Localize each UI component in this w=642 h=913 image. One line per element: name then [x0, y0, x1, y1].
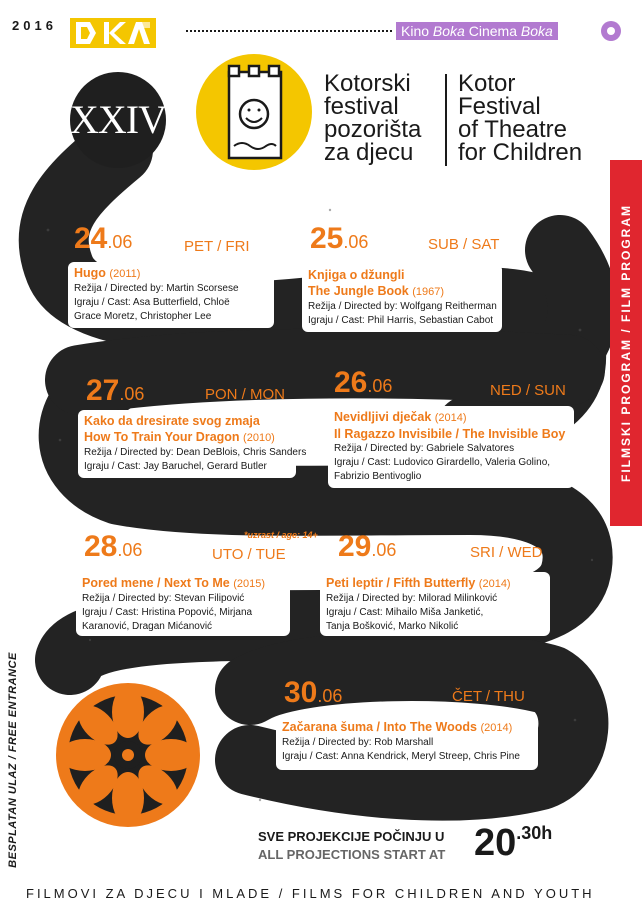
- date-day: 24: [74, 222, 108, 255]
- film-year: (2014): [478, 578, 511, 590]
- film-director: Režija / Directed by: Milorad Milinković: [326, 593, 498, 604]
- film-date: [334, 366, 392, 400]
- festival-year: 2016: [12, 18, 57, 33]
- film-cast: Fabrizio Bentivoglio: [334, 471, 422, 482]
- date-day: 27: [86, 374, 120, 407]
- kino-prefix: Kino: [401, 23, 433, 39]
- film-title-en: Il Ragazzo Invisibile / The Invisible Boy: [334, 427, 566, 441]
- film-title: Hugo: [74, 266, 106, 280]
- free-entrance-text: BESPLATAN ULAZ / FREE ENTRANCE: [7, 652, 19, 868]
- film-weekday: PON / MON: [205, 386, 286, 403]
- film-weekday: NED / SUN: [490, 382, 566, 399]
- film-weekday: SRI / WED: [470, 544, 543, 561]
- date-day: 28: [84, 530, 118, 563]
- film-date: [310, 222, 368, 256]
- festival-title-local-line: pozorišta: [324, 116, 422, 143]
- festival-title-en-line: for Children: [458, 139, 583, 166]
- projection-time-hour: 20: [474, 822, 517, 864]
- date-month: .06: [371, 540, 397, 560]
- film-date: [74, 222, 132, 256]
- film-director: Režija / Directed by: Rob Marshall: [282, 737, 434, 748]
- film-director: Režija / Directed by: Gabriele Salvatores: [334, 443, 515, 454]
- film-card[interactable]: [320, 572, 550, 636]
- projection-time-minute: .30h: [516, 823, 553, 843]
- film-cast: Igraju / Cast: Phil Harris, Sebastian Cabot: [308, 315, 494, 326]
- film-date: [86, 374, 144, 408]
- film-title-en: The Jungle Book: [308, 284, 409, 298]
- film-title: Nevidljivi dječak: [334, 410, 432, 424]
- date-month: .06: [317, 686, 343, 706]
- film-cast: Karanović, Dragan Mićanović: [82, 621, 213, 632]
- film-year: (2014): [434, 412, 467, 424]
- film-card[interactable]: [68, 262, 274, 328]
- film-cast: Igraju / Cast: Jay Baruchel, Gerard Butler: [84, 461, 267, 472]
- festival-title-en-line: of Theatre: [458, 116, 567, 143]
- film-director: Režija / Directed by: Martin Scorsese: [74, 283, 239, 294]
- film-weekday: UTO / TUE: [212, 546, 286, 563]
- film-cast: Igraju / Cast: Mihailo Miša Janketić,: [326, 607, 484, 618]
- projection-start-local: SVE PROJEKCIJE POČINJU U: [258, 829, 445, 844]
- film-card[interactable]: [276, 716, 538, 770]
- festival-title-local-line: za djecu: [324, 139, 414, 166]
- date-month: .06: [119, 384, 145, 404]
- festival-title-local-line: festival: [324, 93, 399, 120]
- film-title: Pored mene / Next To Me: [82, 576, 230, 590]
- film-year: (2015): [233, 578, 265, 590]
- date-month: .06: [343, 232, 369, 252]
- festival-title-en-line: Festival: [458, 93, 541, 120]
- film-year: (1967): [412, 286, 444, 298]
- film-date: [84, 530, 142, 564]
- film-year: (2010): [243, 432, 275, 444]
- film-title-en: How To Train Your Dragon: [84, 430, 240, 444]
- film-cast: Igraju / Cast: Anna Kendrick, Meryl Streep, Chris Pine: [282, 751, 520, 762]
- film-date: [284, 676, 342, 710]
- film-weekday: ČET / THU: [452, 688, 525, 705]
- film-cast: Igraju / Cast: Ludovico Girardello, Valeria Golino,: [334, 457, 551, 468]
- film-cast: Igraju / Cast: Asa Butterfield, Chloë: [74, 297, 230, 308]
- date-day: 30: [284, 676, 318, 709]
- film-year: (2011): [109, 268, 141, 280]
- date-month: .06: [107, 232, 133, 252]
- film-title: Začarana šuma / Into The Woods: [282, 720, 477, 734]
- edition-numeral: XXIV: [70, 97, 166, 142]
- film-weekday: SUB / SAT: [428, 236, 500, 253]
- projection-start-en: ALL PROJECTIONS START AT: [258, 847, 446, 862]
- festival-title-local: [324, 72, 421, 164]
- film-program-label: FILMSKI PROGRAM / FILM PROGRAM: [619, 204, 633, 482]
- film-director: Režija / Directed by: Wolfgang Reitherman: [308, 301, 497, 312]
- bottom-tagline: FILMOVI ZA DJECU I MLADE / FILMS FOR CHILDREN AND YOUTH: [26, 886, 595, 901]
- film-weekday: PET / FRI: [184, 238, 250, 255]
- date-day: 25: [310, 222, 344, 255]
- festival-title-en-line: Kotor: [458, 70, 516, 97]
- age-restriction: *uzrast / age: 14+: [244, 530, 318, 540]
- film-title: Peti leptir / Fifth Butterfly: [326, 576, 476, 590]
- film-cast: Igraju / Cast: Hristina Popović, Mirjana: [82, 607, 253, 618]
- date-day: 29: [338, 530, 372, 563]
- festival-title-local-line: Kotorski: [324, 70, 411, 97]
- projection-time: [474, 822, 552, 865]
- kino-name-2: Boka: [520, 23, 553, 39]
- film-card[interactable]: [76, 572, 290, 636]
- film-date: [338, 530, 396, 564]
- festival-title-en: [458, 72, 582, 164]
- film-cast: Grace Moretz, Christopher Lee: [74, 311, 212, 322]
- film-card[interactable]: [328, 406, 574, 488]
- film-title: Kako da dresirate svog zmaja: [84, 414, 260, 428]
- date-month: .06: [117, 540, 143, 560]
- film-director: Režija / Directed by: Stevan Filipović: [82, 593, 245, 604]
- film-card[interactable]: [78, 410, 307, 478]
- festival-title-divider: [445, 74, 447, 166]
- film-cast: Tanja Bošković, Marko Nikolić: [326, 621, 459, 632]
- projection-start-text: [258, 828, 445, 864]
- film-card[interactable]: [302, 264, 502, 332]
- film-year: (2014): [480, 722, 513, 734]
- film-director: Režija / Directed by: Dean DeBlois, Chris Sanders: [84, 447, 307, 458]
- film-program-tab: [610, 160, 642, 526]
- date-day: 26: [334, 366, 368, 399]
- film-title: Knjiga o džungli: [308, 268, 405, 282]
- kino-mid: Cinema: [464, 23, 521, 39]
- date-month: .06: [367, 376, 393, 396]
- kino-name: Boka: [432, 23, 465, 39]
- free-entrance-label: [0, 652, 26, 868]
